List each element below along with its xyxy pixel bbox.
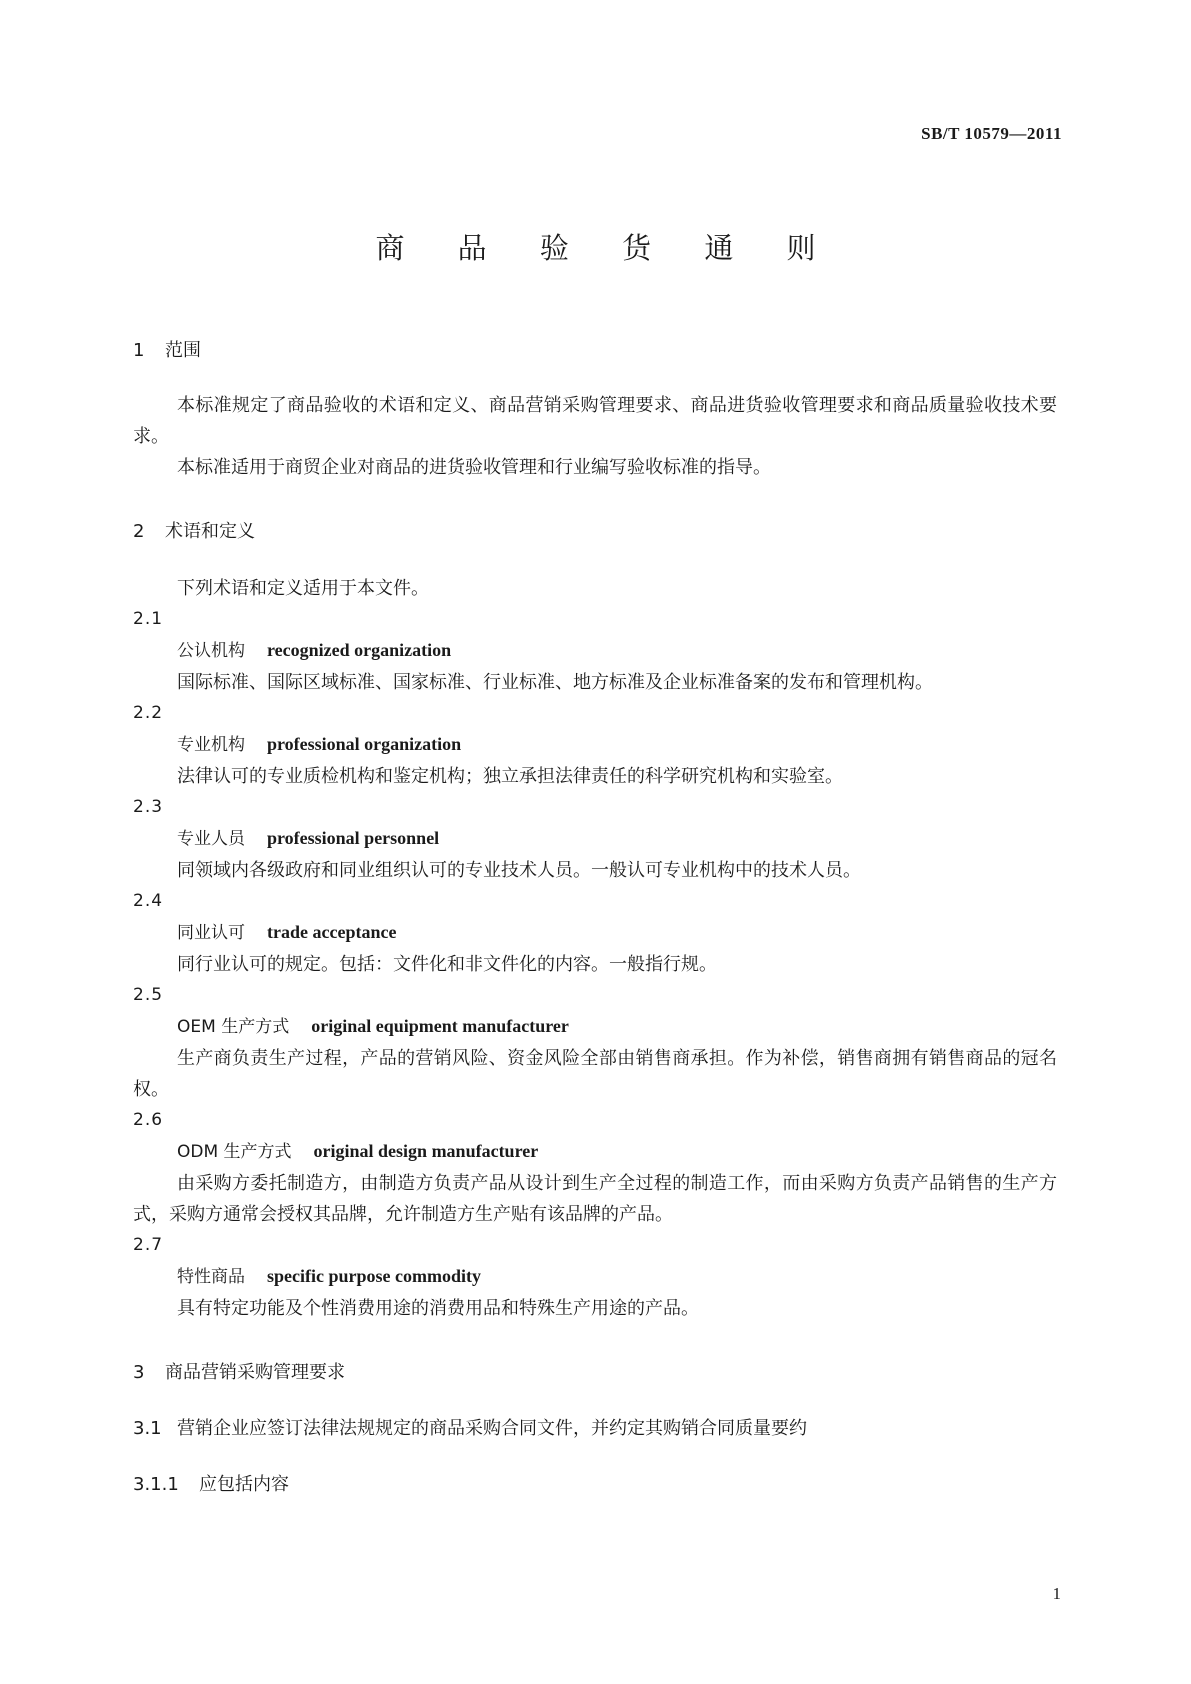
term-name <box>133 823 1057 855</box>
section-title: 商品营销采购管理要求 <box>165 1362 345 1383</box>
term-en: original equipment manufacturer <box>311 1016 569 1036</box>
term-entry <box>133 1230 1057 1324</box>
subsection-3-1-1-heading <box>133 1470 1057 1496</box>
term-zh: 专业机构 <box>177 735 245 755</box>
term-name <box>133 1136 1057 1168</box>
term-number: 2.5 <box>133 985 164 1005</box>
term-number: 2.1 <box>133 609 164 629</box>
term-en: professional personnel <box>267 828 440 848</box>
term-number: 2.3 <box>133 797 164 817</box>
paragraph: 下列术语和定义适用于本文件。 <box>177 578 429 599</box>
subsection-number: 3.1 <box>133 1418 162 1439</box>
term-entry <box>133 604 1057 698</box>
term-en: professional organization <box>267 734 462 754</box>
term-zh: OEM 生产方式 <box>177 1017 290 1037</box>
term-name <box>133 729 1057 761</box>
term-entry <box>133 980 1057 1105</box>
term-definition: 国际标准、国际区域标准、国家标准、行业标准、地方标准及企业标准备案的发布和管理机构。 <box>177 672 933 693</box>
term-name <box>133 917 1057 949</box>
subsection-title: 应包括内容 <box>199 1474 289 1495</box>
section-1-heading <box>133 336 1057 362</box>
section-number: 3 <box>133 1362 145 1383</box>
section-2-heading <box>133 517 1057 543</box>
term-name <box>133 635 1057 667</box>
document-body <box>133 336 1057 1496</box>
subsection-3-1-heading <box>133 1414 1057 1440</box>
term-en: trade acceptance <box>267 922 397 942</box>
term-en: specific purpose commodity <box>267 1266 481 1286</box>
term-definition: 具有特定功能及个性消费用途的消费用品和特殊生产用途的产品。 <box>177 1298 699 1319</box>
term-number: 2.6 <box>133 1110 164 1130</box>
term-number: 2.7 <box>133 1235 164 1255</box>
term-name <box>133 1261 1057 1293</box>
section-number: 1 <box>133 340 145 361</box>
term-number: 2.4 <box>133 891 164 911</box>
section-number: 2 <box>133 521 145 542</box>
term-definition: 同行业认可的规定。包括：文件化和非文件化的内容。一般指行规。 <box>177 954 717 975</box>
term-zh: 公认机构 <box>177 641 245 661</box>
term-entry <box>133 1105 1057 1230</box>
section-3-heading <box>133 1358 1057 1384</box>
document-title: 商 品 验 货 通 则 <box>375 231 838 265</box>
term-zh: 特性商品 <box>177 1267 245 1287</box>
term-definition: 生产商负责生产过程，产品的营销风险、资金风险全部由销售商承担。作为补偿，销售商拥有销售商品的冠名权。 <box>133 1048 1057 1100</box>
term-en: original design manufacturer <box>313 1141 539 1161</box>
section-title: 术语和定义 <box>165 521 255 542</box>
term-definition: 同领域内各级政府和同业组织认可的专业技术人员。一般认可专业机构中的技术人员。 <box>177 860 861 881</box>
term-entry <box>133 886 1057 980</box>
standard-code: SB/T 10579—2011 <box>921 124 1062 143</box>
term-name <box>133 1011 1057 1043</box>
paragraph: 本标准规定了商品验收的术语和定义、商品营销采购管理要求、商品进货验收管理要求和商品质量验收技术要求。 <box>133 395 1057 447</box>
term-definition: 由采购方委托制造方，由制造方负责产品从设计到生产全过程的制造工作，而由采购方负责产品销售的生产方式，采购方通常会授权其品牌，允许制造方生产贴有该品牌的产品。 <box>133 1173 1057 1225</box>
paragraph: 本标准适用于商贸企业对商品的进货验收管理和行业编写验收标准的指导。 <box>177 457 771 478</box>
term-entry <box>133 792 1057 886</box>
term-number: 2.2 <box>133 703 164 723</box>
term-list <box>133 604 1057 1324</box>
subsection-title: 营销企业应签订法律法规规定的商品采购合同文件，并约定其购销合同质量要约 <box>177 1418 807 1439</box>
term-zh: 专业人员 <box>177 829 245 849</box>
term-definition: 法律认可的专业质检机构和鉴定机构；独立承担法律责任的科学研究机构和实验室。 <box>177 766 843 787</box>
term-entry <box>133 698 1057 792</box>
section-title: 范围 <box>165 340 201 361</box>
term-zh: ODM 生产方式 <box>177 1142 292 1162</box>
subsection-number: 3.1.1 <box>133 1474 179 1495</box>
term-zh: 同业认可 <box>177 923 245 943</box>
page-number: 1 <box>1052 1584 1061 1603</box>
term-en: recognized organization <box>267 640 452 660</box>
